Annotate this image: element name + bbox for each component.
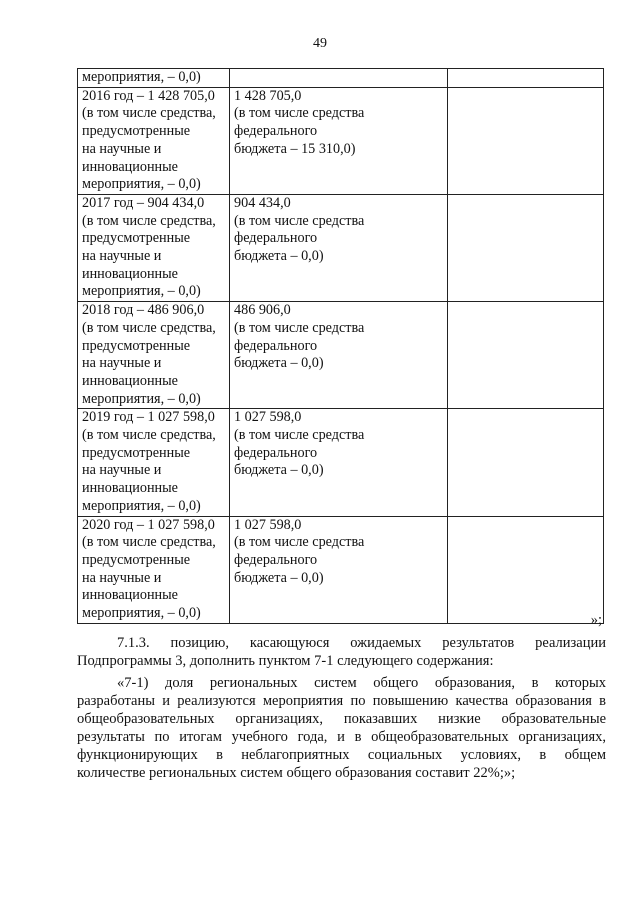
cell-federal-funding [230,194,448,301]
page-number: 49 [313,36,327,51]
cell-federal-funding [230,302,448,409]
cell-empty [448,194,604,301]
cell-federal-funding [230,516,448,623]
cell-line: (в том числе средства, [82,427,216,444]
cell-line: (в том числе средства [234,212,365,229]
paragraph-line: «7-1) доля региональных систем общего образования, в которых [117,675,606,691]
cell-line: бюджета – 0,0) [234,355,324,372]
cell-line: (в том числе средства [234,319,365,336]
cell-line: бюджета – 15 310,0) [234,140,356,157]
cell-line: предусмотренные [82,551,191,568]
cell-line: предусмотренные [82,123,191,140]
cell-line: 2016 год – 1 428 705,0 [82,87,215,104]
table-row [78,194,604,301]
cell-year-total [78,516,230,623]
cell-year-total [78,194,230,301]
cell-line: (в том числе средства [234,427,365,444]
cell-line: 2020 год – 1 027 598,0 [82,516,215,533]
cell-line: инновационные [82,480,178,497]
cell-line: 2018 год – 486 906,0 [82,302,205,319]
cell-line: мероприятия, – 0,0) [82,69,201,85]
cell-line: предусмотренные [82,444,191,461]
paragraph-line: количестве региональных систем общего образования составит 22%;»; [77,765,516,781]
paragraph-line: результаты по итогам учебного года, и в общеобразовательных организациях, [77,729,606,745]
funding-table [77,68,604,624]
table-row [78,69,604,88]
cell-empty [448,87,604,194]
cell-line: 1 428 705,0 [234,87,302,104]
cell-federal-funding [230,409,448,516]
paragraph-7-1-3 [77,634,606,670]
cell-line: (в том числе средства, [82,212,216,229]
cell-line: бюджета – 0,0) [234,248,324,265]
paragraph-line: функционирующих в неблагоприятных социальных условиях, в общем [77,747,606,763]
cell-empty [448,302,604,409]
cell-line: (в том числе средства [234,105,365,122]
cell-line: инновационные [82,372,178,389]
cell-line: 1 027 598,0 [234,409,302,426]
paragraph-line: 7.1.3. позицию, касающуюся ожидаемых результатов реализации [117,635,606,651]
cell-line: предусмотренные [82,337,191,354]
cell-line: мероприятия, – 0,0) [82,176,201,193]
cell-year-total [78,87,230,194]
cell-line: (в том числе средства [234,534,365,551]
paragraph-item-7-1 [77,674,606,782]
cell-line: бюджета – 0,0) [234,569,324,586]
cell-empty [448,409,604,516]
paragraph-line: Подпрограммы 3, дополнить пунктом 7-1 следующего содержания: [77,653,494,669]
table-row [78,302,604,409]
cell-federal-funding [230,69,448,88]
cell-line: (в том числе средства, [82,105,216,122]
cell-line: мероприятия, – 0,0) [82,605,201,622]
cell-line: инновационные [82,265,178,282]
cell-line: мероприятия, – 0,0) [82,283,201,300]
cell-line: федерального [234,551,318,568]
paragraph-line: общеобразовательных организациях, показавших низкие образовательные [77,711,606,727]
table-row [78,516,604,623]
cell-empty [448,516,604,623]
cell-year-total [78,409,230,516]
cell-line: бюджета – 0,0) [234,462,324,479]
table-row [78,409,604,516]
table-closing-quote: »; [590,612,602,628]
cell-line: на научные и [82,140,162,157]
cell-line: федерального [234,230,318,247]
cell-line: предусмотренные [82,230,191,247]
cell-line: на научные и [82,248,162,265]
cell-federal-funding [230,87,448,194]
cell-line: 2019 год – 1 027 598,0 [82,409,215,426]
cell-line: инновационные [82,158,178,175]
cell-line: инновационные [82,587,178,604]
cell-line: (в том числе средства, [82,534,216,551]
cell-line: на научные и [82,462,162,479]
paragraph-line: разработаны и реализуются мероприятия по повышению качества образования в [77,693,606,709]
cell-line: на научные и [82,355,162,372]
cell-line: 904 434,0 [234,194,291,211]
cell-line: 2017 год – 904 434,0 [82,194,205,211]
cell-line: федерального [234,337,318,354]
cell-line: мероприятия, – 0,0) [82,390,201,407]
cell-empty [448,69,604,88]
cell-line: (в том числе средства, [82,319,216,336]
cell-year-total [78,302,230,409]
cell-line: федерального [234,444,318,461]
cell-line: мероприятия, – 0,0) [82,497,201,514]
cell-year-total [78,69,230,88]
cell-line: 486 906,0 [234,302,291,319]
cell-line: 1 027 598,0 [234,516,302,533]
cell-line: федерального [234,123,318,140]
cell-line: на научные и [82,569,162,586]
table-row [78,87,604,194]
